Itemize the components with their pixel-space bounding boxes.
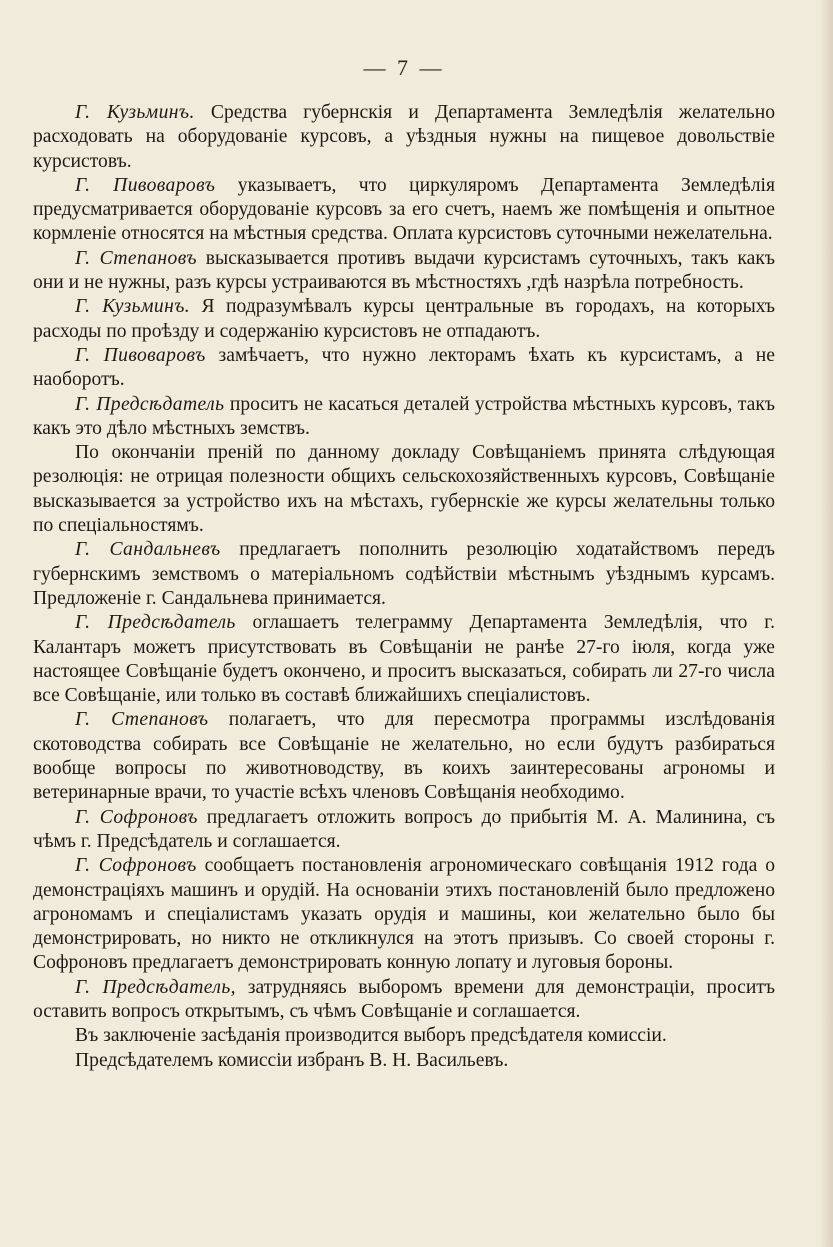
paragraph <box>33 854 775 975</box>
paragraph <box>33 344 775 393</box>
speaker-name: Г. Предсѣдатель <box>75 612 236 634</box>
paragraph-text: затрудняясь выборомъ времени для демонстраціи, проситъ оставить вопросъ открытымъ, съ чѣмъ Совѣщаніе и соглашается. <box>33 976 775 1022</box>
paragraph-text: проситъ не касаться деталей устройства мѣстныхъ курсовъ, такъ какъ это дѣло мѣстныхъ земствъ. <box>33 393 775 439</box>
paragraph <box>33 295 775 344</box>
page-number: — 7 — <box>363 55 445 80</box>
paragraph <box>33 174 775 247</box>
paragraph <box>33 611 775 708</box>
paragraph-text: предлагаетъ отложить вопросъ до прибытія М. А. Малинина, съ чѣмъ г. Предсѣдатель и соглашается. <box>33 806 775 852</box>
paragraph-text: Средства губернскія и Департамента Земледѣлія желательно расходовать на оборудованіе курсовъ, а уѣздныя нужны на пищевое довольствіе курсистовъ. <box>33 102 775 172</box>
paragraph <box>33 441 775 538</box>
paragraph-text: Я подразумѣвалъ курсы центральные въ городахъ, на которыхъ расходы по проѣзду и содержанію курсистовъ не отпадаютъ. <box>33 296 775 342</box>
page-edge-shadow <box>819 0 833 1247</box>
paragraph <box>33 1024 775 1048</box>
speaker-name: Г. Кузьминъ. <box>75 296 191 318</box>
paragraph-text: замѣчаетъ, что нужно лекторамъ ѣхать къ курсистамъ, а не наоборотъ. <box>33 344 775 391</box>
paragraph-text: предлагаетъ пополнить резолюцію ходатайствомъ передъ губернскимъ земствомъ о матеріальномъ содѣйствіи мѣстнымъ уѣзднымъ курсамъ. Предложеніе г. Сандальнева принимается. <box>33 539 775 609</box>
paragraph <box>33 976 775 1025</box>
body-text <box>33 101 775 1073</box>
speaker-name: Г. Софроновъ <box>75 855 197 877</box>
paragraph-text: Въ заключеніе засѣданія производится выборъ предсѣдателя комиссіи. <box>75 1025 667 1047</box>
paragraph <box>33 247 775 296</box>
speaker-name: Г. Пивоваровъ <box>75 344 206 366</box>
speaker-name: Г. Степановъ <box>75 709 209 731</box>
paragraph-text: сообщаетъ постановленія агрономическаго совѣщанія 1912 года о демонстраціяхъ машинъ и орудій. На основаніи этихъ постановленій было предложено агрономамъ и спеціалистамъ указать орудія и машины, кои желательно было бы демонстрировать, но никто не откликнулся на этотъ призывъ. Со своей стороны г. Софроновъ предлагаетъ демонстрировать конную лопату и луговыя бороны. <box>33 855 775 974</box>
paragraph-text: Предсѣдателемъ комиссіи избранъ В. Н. Васильевъ. <box>75 1049 509 1071</box>
paragraph-text: высказывается противъ выдачи курсистамъ суточныхъ, такъ какъ они и не нужны, разъ курсы устраиваются въ мѣстностяхъ ,гдѣ назрѣла потребность. <box>33 247 776 294</box>
paragraph <box>33 538 775 611</box>
paragraph-text: По окончаніи преній по данному докладу Совѣщаніемъ принята слѣдующая резолюція: не отрицая полезности общихъ сельскохозяйственныхъ курсовъ, Совѣщаніе высказывается за устройство ихъ на мѣстахъ, губернскіе же курсы желательны только по спеціальностямъ. <box>33 442 775 537</box>
paragraph-text: указываетъ, что циркуляромъ Департамента Земледѣлія предусматривается оборудованіе курсовъ за его счетъ, наемъ же помѣщенія и опытное кормленіе относятся на мѣстныя средства. Оплата курсистовъ суточными нежелательна. <box>33 174 776 245</box>
speaker-name: Г. Предсѣдатель <box>75 393 225 415</box>
paragraph-text: полагаетъ, что для пересмотра программы изслѣдованія скотоводства собирать все Совѣщаніе не желательно, но если будутъ разбираться вообще вопросы по животноводству, въ коихъ заинтересованы агрономы и ветеринарные врачи, то участіе всѣхъ членовъ Совѣщанія необходимо. <box>33 709 775 804</box>
speaker-name: Г. Пивоваровъ <box>75 174 216 196</box>
speaker-name: Г. Степановъ <box>75 247 197 269</box>
speaker-name: Г. Софроновъ <box>75 806 198 828</box>
speaker-name: Г. Сандальневъ <box>75 539 221 561</box>
paragraph <box>33 101 775 174</box>
paragraph <box>33 393 775 442</box>
speaker-name: Г. Предсѣдатель, <box>75 976 236 998</box>
speaker-name: Г. Кузьминъ. <box>75 102 195 123</box>
paragraph <box>33 806 775 855</box>
paragraph <box>33 708 775 805</box>
paragraph <box>33 1049 775 1073</box>
paragraph-text: оглашаетъ телеграмму Департамента Земледѣлія, что г. Калантаръ можетъ присутствовать въ Совѣщаніи не ранѣе 27-го іюля, когда уже настоящее Совѣщаніе будетъ окончено, и проситъ высказаться, собирать ли 27-го числа все Совѣщаніе, или только въ составѣ ближайшихъ спеціалистовъ. <box>33 612 775 707</box>
